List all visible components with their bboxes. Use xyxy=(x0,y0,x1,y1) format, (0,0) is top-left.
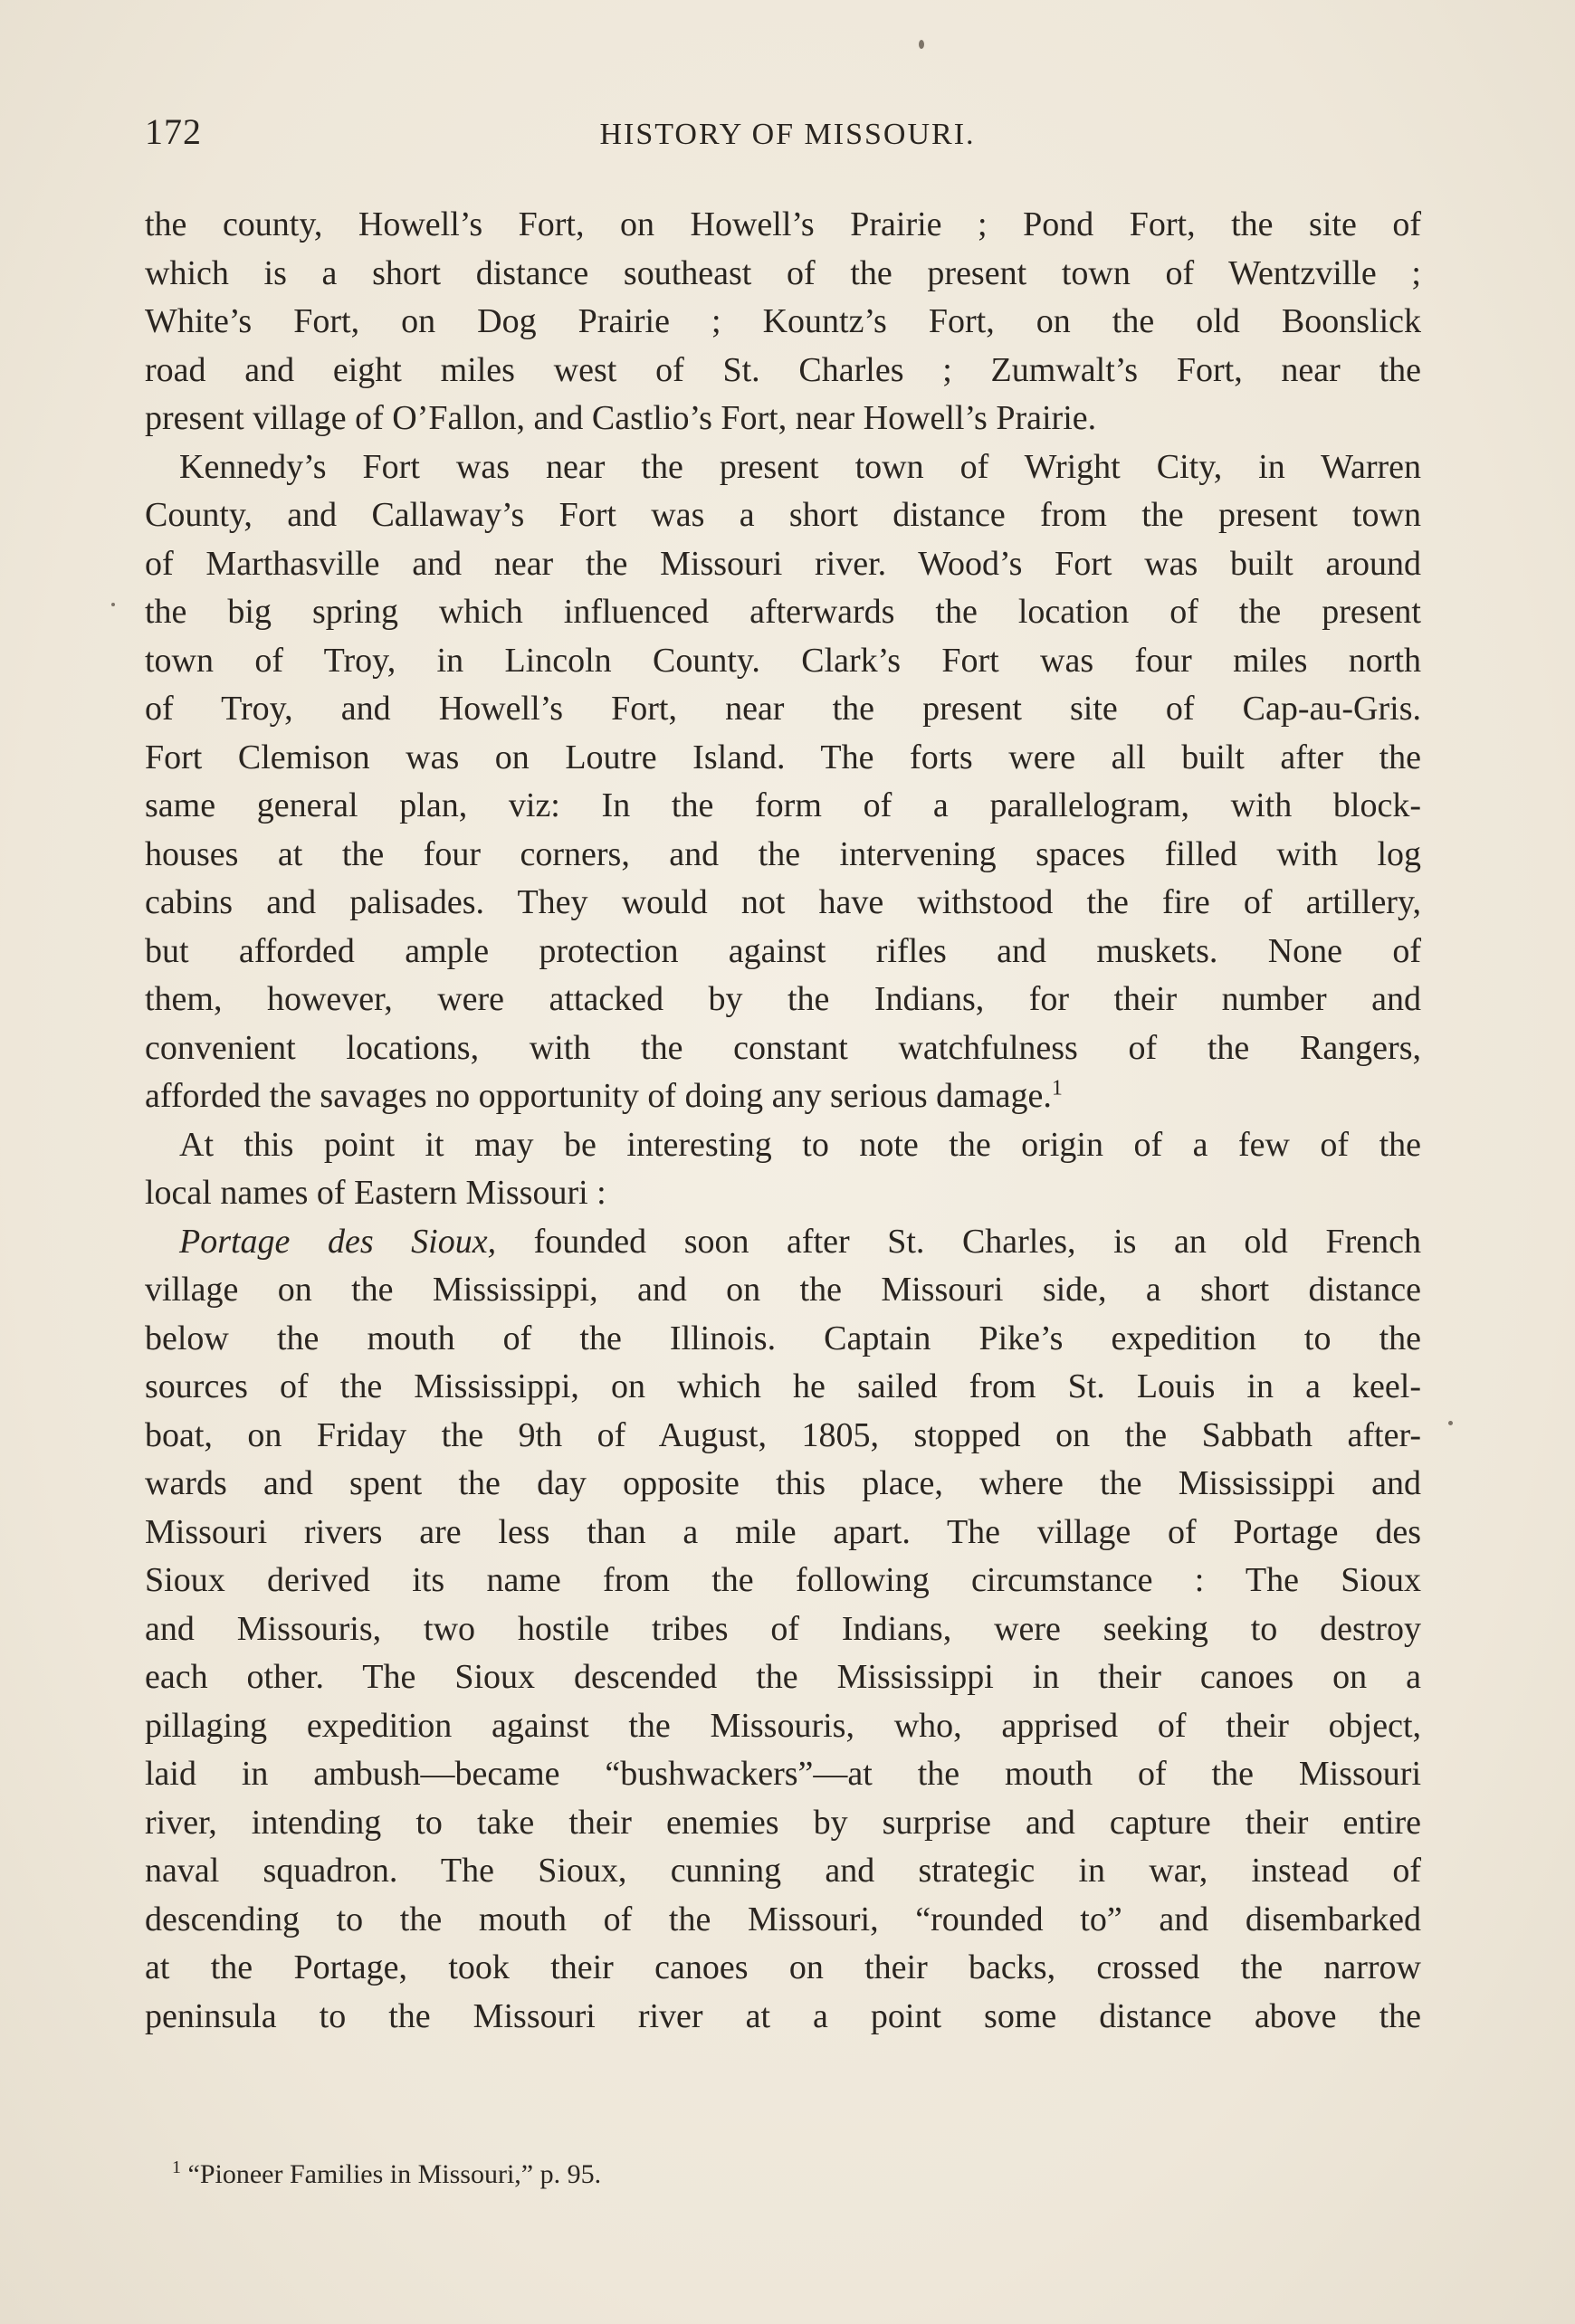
running-head: HISTORY OF MISSOURI. xyxy=(599,118,976,151)
text-line: river, intending to take their enemies by surprise and capture their entire xyxy=(145,1803,1421,1842)
paper-speck xyxy=(111,603,115,606)
text-line: cabins and palisades. They would not have withstood the fire of artillery, xyxy=(145,883,1421,921)
footnote-text: “Pioneer Families in Missouri,” p. 95. xyxy=(187,2159,602,2189)
text-line: each other. The Sioux descended the Mississippi in their canoes on a xyxy=(145,1658,1421,1696)
text-line: peninsula to the Missouri river at a point some distance above the xyxy=(145,1996,1421,2035)
text-line: pillaging expedition against the Missouris, who, apprised of their object, xyxy=(145,1706,1421,1745)
text-line: Kennedy’s Fort was near the present town of Wright City, in Warren xyxy=(179,447,1421,486)
text-line: Missouri rivers are less than a mile apart. The village of Portage des xyxy=(145,1512,1421,1551)
text-line: Fort Clemison was on Loutre Island. The forts were all built after the xyxy=(145,738,1421,776)
text-line: the county, Howell’s Fort, on Howell’s Prairie ; Pond Fort, the site of xyxy=(145,205,1421,243)
text-line: them, however, were attacked by the Indians, for their number and xyxy=(145,980,1421,1018)
text-line: laid in ambush—became “bushwackers”—at the mouth of the Missouri xyxy=(145,1755,1421,1793)
text-line: the big spring which influenced afterwards the location of the present xyxy=(145,593,1421,631)
text-line: local names of Eastern Missouri : xyxy=(145,1174,606,1212)
text-line: road and eight miles west of St. Charles ; Zumwalt’s Fort, near the xyxy=(145,350,1421,389)
text-line: convenient locations, with the constant watchfulness of the Rangers, xyxy=(145,1028,1421,1067)
paper-speck xyxy=(1448,1421,1453,1425)
text-line: and Missouris, two hostile tribes of Indians, were seeking to destroy xyxy=(145,1609,1421,1648)
text-line-with-heading xyxy=(145,1218,1421,1267)
text-line: Sioux derived its name from the following circumstance : The Sioux xyxy=(145,1561,1421,1599)
italic-heading: Portage des Sioux, xyxy=(179,1222,497,1261)
body-text xyxy=(145,201,1421,2041)
text-line: but afforded ample protection against rifles and muskets. None of xyxy=(145,931,1421,970)
text-line: which is a short distance southeast of the present town of Wentzville ; xyxy=(145,253,1421,292)
text-line: same general plan, viz: In the form of a parallelogram, with block- xyxy=(145,786,1421,824)
paper-speck xyxy=(919,40,924,49)
text-line: boat, on Friday the 9th of August, 1805, stopped on the Sabbath after- xyxy=(145,1415,1421,1454)
text-line: County, and Callaway’s Fort was a short distance from the present town xyxy=(145,496,1421,534)
page-number: 172 xyxy=(145,111,202,152)
text-line: naval squadron. The Sioux, cunning and strategic in war, instead of xyxy=(145,1852,1421,1890)
text-line: At this point it may be interesting to note the origin of a few of the xyxy=(179,1125,1421,1164)
text-line: below the mouth of the Illinois. Captain Pike’s expedition to the xyxy=(145,1319,1421,1357)
text-line: town of Troy, in Lincoln County. Clark’s Fort was four miles north xyxy=(145,641,1421,680)
text-line: wards and spent the day opposite this place, where the Mississippi and xyxy=(145,1464,1421,1502)
text-line-content: founded soon after St. Charles, is an old French xyxy=(533,1222,1421,1261)
text-line: sources of the Mississippi, on which he sailed from St. Louis in a keel- xyxy=(145,1367,1421,1405)
text-line: of Troy, and Howell’s Fort, near the present site of Cap-au-Gris. xyxy=(145,690,1421,728)
footnote xyxy=(172,2159,601,2190)
text-line: of Marthasville and near the Missouri river. Wood’s Fort was built around xyxy=(145,544,1421,583)
text-line-content: afforded the savages no opportunity of doing any serious damage. xyxy=(145,1077,1052,1115)
text-line: at the Portage, took their canoes on their backs, crossed the narrow xyxy=(145,1948,1421,1986)
text-line: descending to the mouth of the Missouri, “rounded to” and disembarked xyxy=(145,1900,1421,1938)
text-line: village on the Mississippi, and on the Missouri side, a short distance xyxy=(145,1271,1421,1309)
text-line: houses at the four corners, and the intervening spaces filled with log xyxy=(145,834,1421,873)
footnote-marker: 1 xyxy=(172,2157,181,2177)
text-line: White’s Fort, on Dog Prairie ; Kountz’s Fort, on the old Boonslick xyxy=(145,302,1421,340)
text-line-with-footnote xyxy=(145,1072,1421,1121)
text-line: present village of O’Fallon, and Castlio’s Fort, near Howell’s Prairie. xyxy=(145,399,1097,437)
footnote-reference: 1 xyxy=(1051,1076,1063,1100)
